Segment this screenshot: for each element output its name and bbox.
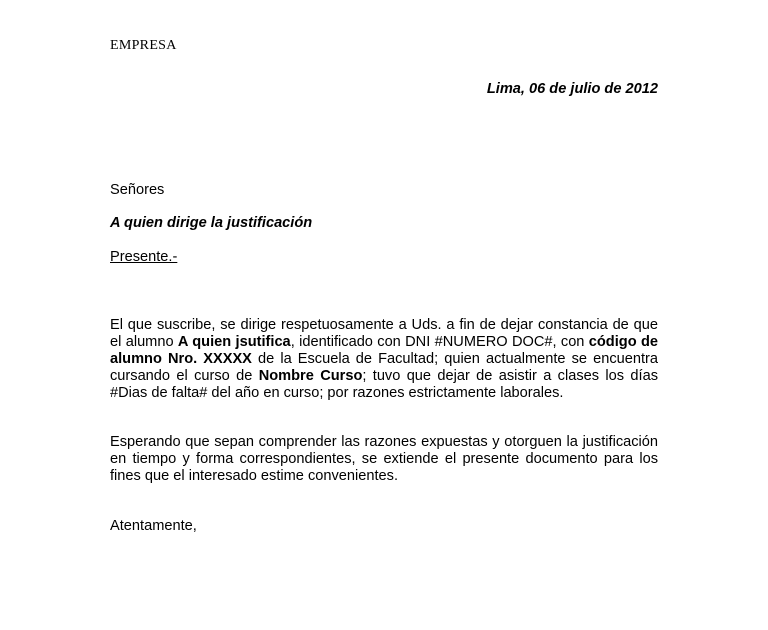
body1-text-1: El que suscribe, se dirige respetuosamente a Uds. a fin de dejar constancia de que el alumno: [110, 317, 658, 350]
student-name: A quien jsutifica: [177, 333, 291, 350]
student-code: código de alumno Nro. XXXXX: [110, 333, 658, 367]
presente-line: Presente.-: [110, 249, 178, 265]
salutation: Señores: [110, 182, 165, 198]
body-paragraph-2: Esperando que sepan comprender las razones expuestas y otorguen la justificación en tiempo y forma correspondientes, se extiende el presente documento para los fines que el interesado estime convenientes.: [110, 434, 658, 484]
closing: Atentamente,: [110, 518, 197, 534]
course-name: Nombre Curso: [258, 367, 363, 384]
company-name: EMPRESA: [110, 38, 177, 53]
recipient: A quien dirige la justificación: [110, 215, 313, 231]
body1-text-4: ; tuvo que dejar de asistir a clases los días #Dias de falta# del año en curso; por razones estrictamente laborales.: [110, 367, 658, 401]
body1-text-3: de la Escuela de Facultad; quien actualmente se encuentra cursando el curso de: [110, 350, 658, 384]
letter-date: Lima, 06 de julio de 2012: [486, 81, 658, 97]
body1-text-2: , identificado con DNI #NUMERO DOC#, con: [290, 333, 589, 350]
body-paragraph-1: [110, 317, 658, 402]
